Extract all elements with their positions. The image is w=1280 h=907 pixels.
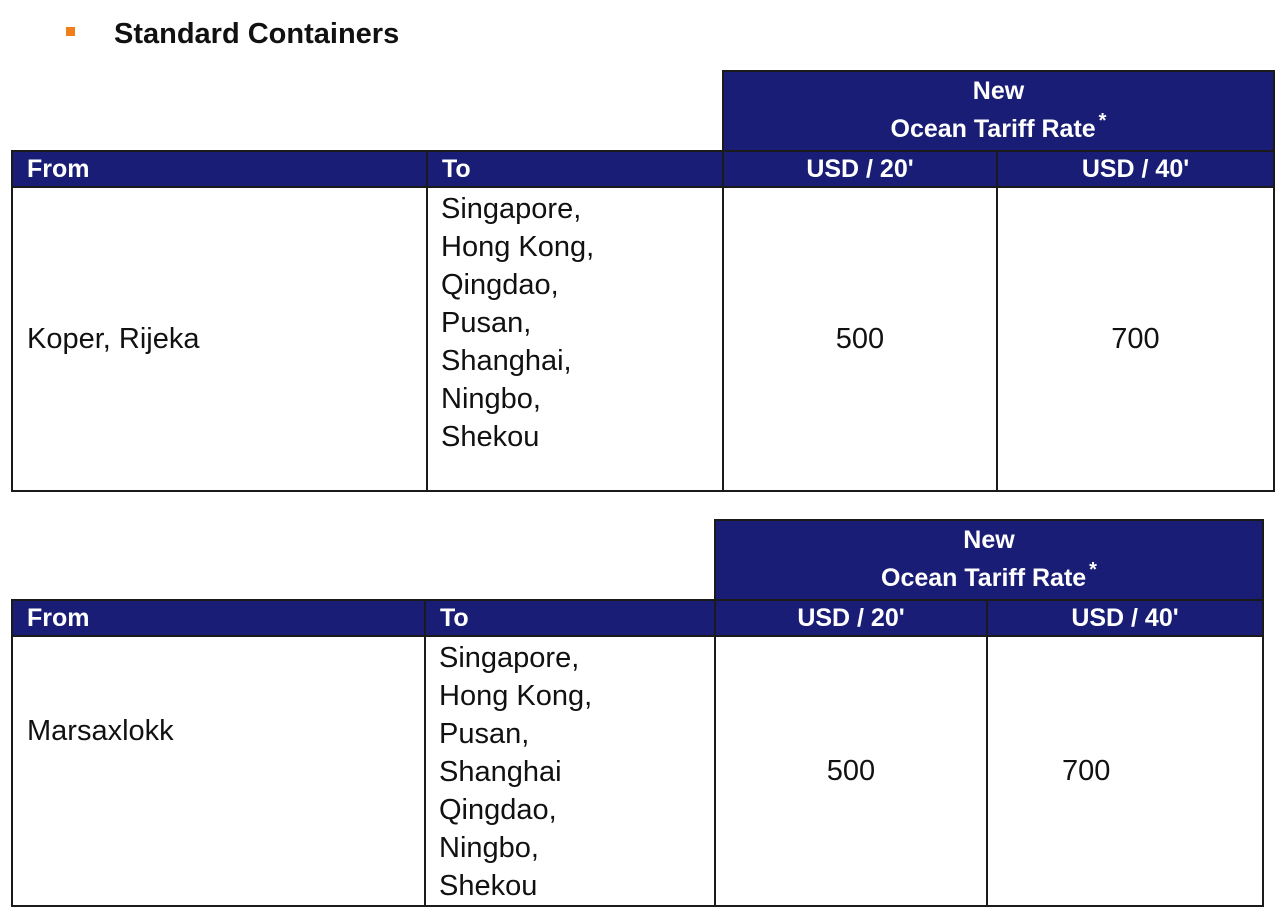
header-new: New <box>963 526 1015 554</box>
destination-port: Ningbo, <box>439 832 539 864</box>
tariff-super-header <box>723 71 1274 151</box>
tariff-table-2 <box>11 519 1264 907</box>
destination-port: Singapore, <box>441 193 582 225</box>
destination-port: Ningbo, <box>441 383 541 415</box>
destination-port: Qingdao, <box>441 269 559 301</box>
destination-port: Pusan, <box>441 307 532 339</box>
column-header-usd40: USD / 40' <box>987 600 1263 636</box>
destination-port: Qingdao, <box>439 794 557 826</box>
tariff-super-header <box>715 520 1263 600</box>
destination-port: Hong Kong, <box>439 680 593 712</box>
section-heading <box>66 14 399 54</box>
rate-usd40: 700 <box>997 187 1274 491</box>
destination-port: Shekou <box>439 870 538 902</box>
destination-ports <box>425 636 715 906</box>
column-header-to: To <box>425 600 715 636</box>
table-row <box>12 636 1263 906</box>
column-header-from: From <box>12 151 427 187</box>
destination-port: Shanghai <box>439 756 562 788</box>
header-new: New <box>972 77 1025 105</box>
header-spacer <box>12 71 723 151</box>
header-asterisk: * <box>1089 559 1097 581</box>
column-header-usd20: USD / 20' <box>715 600 987 636</box>
header-ocean-tariff-rate: Ocean Tariff Rate <box>890 115 1096 143</box>
column-header-from: From <box>12 600 425 636</box>
origin-port: Marsaxlokk <box>12 636 425 906</box>
column-header-to: To <box>427 151 723 187</box>
destination-port: Hong Kong, <box>441 231 595 263</box>
header-spacer <box>12 520 715 600</box>
origin-port: Koper, Rijeka <box>12 187 427 491</box>
column-header-usd20: USD / 20' <box>723 151 997 187</box>
destination-port: Singapore, <box>439 642 580 674</box>
column-header-usd40: USD / 40' <box>997 151 1274 187</box>
tariff-table-1 <box>11 70 1275 492</box>
table-row <box>12 187 1274 491</box>
destination-port: Shanghai, <box>441 345 572 377</box>
bullet-square-icon <box>66 27 75 36</box>
destination-port: Pusan, <box>439 718 530 750</box>
destination-ports <box>427 187 723 491</box>
header-asterisk: * <box>1098 110 1107 132</box>
destination-port: Shekou <box>441 421 540 453</box>
rate-usd40: 700 <box>987 636 1263 906</box>
rate-usd20: 500 <box>723 187 997 491</box>
rate-usd20: 500 <box>715 636 987 906</box>
header-ocean-tariff-rate: Ocean Tariff Rate <box>881 564 1087 592</box>
section-title: Standard Containers <box>114 17 400 50</box>
